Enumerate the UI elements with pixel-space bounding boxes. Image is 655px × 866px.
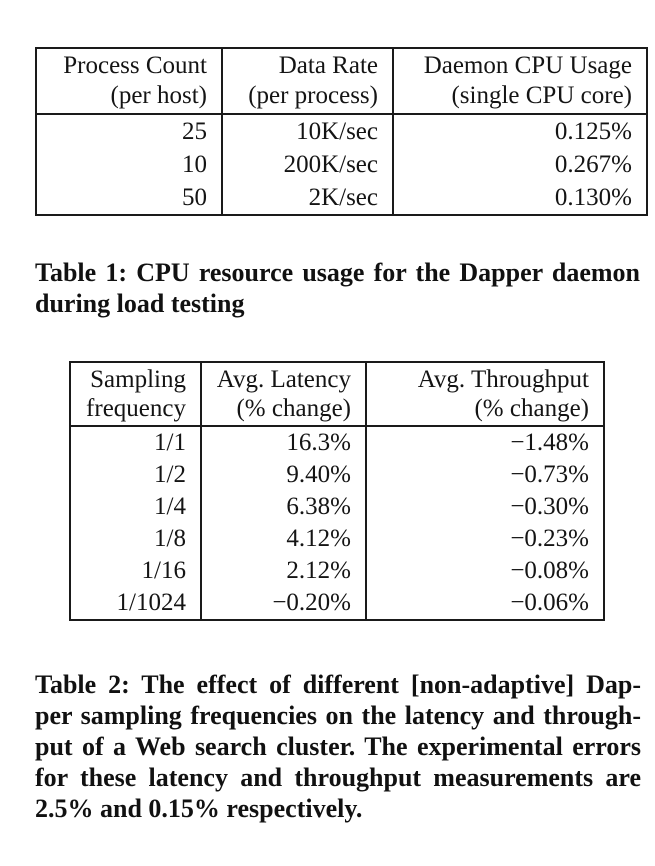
table-cell: −0.23% — [366, 523, 604, 555]
header-line: Avg. Latency — [216, 366, 351, 393]
table-row — [70, 555, 604, 587]
table-cell: −0.30% — [366, 491, 604, 523]
header-line: (per host) — [110, 82, 207, 109]
header-avg-latency — [201, 362, 366, 426]
header-line: (% change) — [236, 395, 351, 422]
caption-line: Table 1: CPU resource usage for the Dapper daemon — [35, 258, 640, 287]
table-sampling-frequency-effect — [69, 361, 605, 621]
table-cell: 0.130% — [393, 181, 647, 215]
table-cell: −1.48% — [366, 426, 604, 459]
header-line: Daemon CPU Usage — [423, 52, 632, 79]
table-cell: 1/1024 — [70, 587, 201, 620]
caption-line: per sampling frequencies on the latency and through- — [35, 701, 641, 730]
table-cell: −0.06% — [366, 587, 604, 620]
table2-caption — [35, 669, 641, 824]
table-cell: −0.73% — [366, 459, 604, 491]
table-cell: −0.08% — [366, 555, 604, 587]
header-line: (single CPU core) — [451, 82, 632, 109]
caption-line: 2.5% and 0.15% respectively. — [35, 794, 363, 823]
caption-line: during load testing — [35, 289, 245, 318]
table-cell: 4.12% — [201, 523, 366, 555]
header-line: Sampling — [90, 366, 186, 393]
table-cell: −0.20% — [201, 587, 366, 620]
table-cell: 1/16 — [70, 555, 201, 587]
table-cell: 1/4 — [70, 491, 201, 523]
table-cell: 0.267% — [393, 148, 647, 181]
table-cell: 2.12% — [201, 555, 366, 587]
header-line: Process Count — [63, 52, 207, 79]
table-row — [36, 181, 647, 215]
caption-line: for these latency and throughput measurements are — [35, 763, 641, 792]
table1-caption — [35, 257, 640, 319]
table-cell: 10 — [36, 148, 222, 181]
table-row — [70, 459, 604, 491]
table-row — [70, 426, 604, 459]
table-cell: 16.3% — [201, 426, 366, 459]
table-cell: 0.125% — [393, 114, 647, 148]
table-row — [70, 587, 604, 620]
header-process-count — [36, 48, 222, 114]
table-cell: 200K/sec — [222, 148, 393, 181]
header-avg-throughput — [366, 362, 604, 426]
caption-line: Table 2: The effect of different [non-adaptive] Dap- — [35, 670, 641, 699]
caption-line: put of a Web search cluster. The experimental errors — [35, 732, 641, 761]
table-cpu-resource-usage — [35, 47, 648, 216]
table1-header-row — [36, 48, 647, 114]
header-line: (per process) — [248, 82, 378, 109]
table-cell: 9.40% — [201, 459, 366, 491]
header-sampling-frequency — [70, 362, 201, 426]
table-cell: 1/8 — [70, 523, 201, 555]
table-cell: 50 — [36, 181, 222, 215]
table2-header-row — [70, 362, 604, 426]
table-cell: 1/2 — [70, 459, 201, 491]
header-line: Avg. Throughput — [417, 366, 589, 393]
header-line: (% change) — [474, 395, 589, 422]
header-line: frequency — [86, 395, 186, 422]
table-cell: 25 — [36, 114, 222, 148]
header-daemon-cpu-usage — [393, 48, 647, 114]
table-row — [70, 491, 604, 523]
header-data-rate — [222, 48, 393, 114]
table-row — [36, 148, 647, 181]
table-cell: 2K/sec — [222, 181, 393, 215]
table-cell: 10K/sec — [222, 114, 393, 148]
header-line: Data Rate — [278, 52, 378, 79]
table-row — [36, 114, 647, 148]
table-row — [70, 523, 604, 555]
table-cell: 1/1 — [70, 426, 201, 459]
table-cell: 6.38% — [201, 491, 366, 523]
